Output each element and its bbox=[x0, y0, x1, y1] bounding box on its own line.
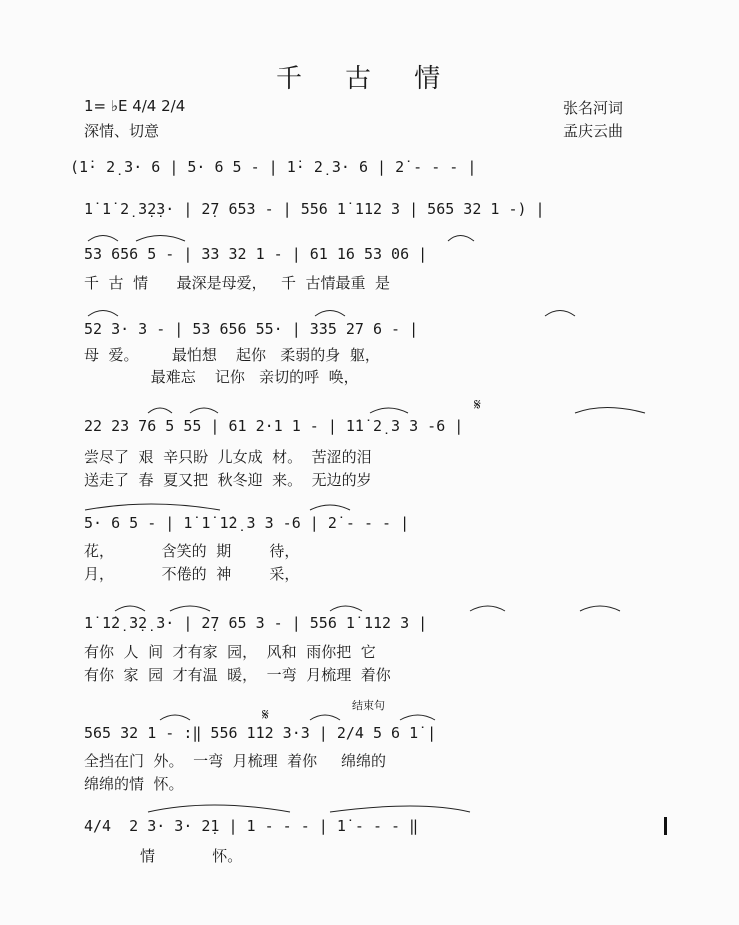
slur bbox=[190, 408, 218, 413]
notation-row: 1̇ 1̇2̣ 3̣2̣ 3· | 2̣7 65 3 - | 556 1̇ 112 3 | bbox=[84, 614, 428, 632]
slur bbox=[330, 606, 362, 611]
slur bbox=[170, 606, 210, 611]
key-time-signature: 1= ♭E 4/4 2/4 bbox=[84, 97, 186, 115]
notation-row: 4/4 2 3· 3· 2̣1 | 1 - - - | 1̇ - - - ‖ bbox=[84, 817, 419, 835]
slur bbox=[310, 505, 350, 510]
slur bbox=[330, 806, 470, 812]
slur bbox=[370, 408, 408, 413]
lyric-line: 月， 不倦的 神 采， bbox=[84, 565, 300, 583]
slur bbox=[85, 504, 220, 510]
lyric-line: 全挡在门 外。 一弯 月梳理 着你 绵绵的 bbox=[84, 752, 386, 770]
slur bbox=[545, 311, 575, 317]
slur bbox=[148, 805, 290, 812]
mood-marking: 深情、切意 bbox=[84, 122, 160, 140]
notation-row: (1̇· 2̣ 3· 6 | 5· 6 5 - | 1̇· 2̣ 3· 6 | 2̇ - - - | bbox=[70, 158, 477, 176]
slur bbox=[448, 236, 474, 242]
lyric-line: 送走了 春 夏又把 秋冬迎 来。 无边的岁 bbox=[84, 471, 372, 489]
slur bbox=[580, 606, 620, 611]
lyric-line: 情 怀。 bbox=[140, 847, 243, 865]
notation-row: 52 3· 3 - | 53 656 55· | 335 27 6 - | bbox=[84, 320, 419, 338]
slur bbox=[88, 236, 118, 242]
slur bbox=[88, 311, 118, 317]
lyric-line: 绵绵的情 怀。 bbox=[84, 775, 184, 793]
slur bbox=[400, 715, 435, 720]
notation-row: 22 23 76 5 55 | 61 2·1 1 - | 1̇1̇ 2̣ 3 3 -6 | bbox=[84, 417, 464, 435]
slur bbox=[470, 606, 505, 611]
lyric-line: 花， 含笑的 期 待， bbox=[84, 542, 300, 560]
notation-row: 53 656 5 - | 33 32 1 - | 61 16 53 06 | bbox=[84, 245, 428, 263]
lyric-line: 千 古 情 最深是母爱， 千 古情最重 是 bbox=[84, 274, 391, 292]
ending-annotation: 结束句 bbox=[352, 699, 385, 712]
notation-row: 1̇ 1̇ 2̣ 3̣2̣3· | 2̣7 653 - | 556 1̇ 112 3 | 565 32 1 -) | bbox=[84, 200, 545, 218]
composer: 孟庆云曲 bbox=[563, 122, 624, 140]
slur bbox=[160, 715, 190, 720]
final-barline bbox=[664, 817, 667, 835]
segno-sign: 𝄋 bbox=[474, 395, 481, 414]
lyric-line: 有你 人 间 才有家 园， 风和 雨你把 它 bbox=[84, 643, 376, 661]
lyric-line: 尝尽了 艰 辛只盼 儿女成 材。 苦涩的泪 bbox=[84, 448, 372, 466]
slur bbox=[310, 715, 340, 720]
lyricist: 张名河词 bbox=[563, 99, 624, 117]
slur bbox=[136, 236, 185, 242]
notation-row: 565 32 1 - :‖ 556 1̇12 3·3 | 2/4 5 6 1̇ | bbox=[84, 724, 437, 742]
song-title: 千 古 情 bbox=[276, 64, 443, 94]
lyric-line: 母 爱。 最怕想 起你 柔弱的身 躯， bbox=[84, 346, 380, 364]
segno-sign: 𝄋 bbox=[262, 705, 269, 724]
slur bbox=[315, 311, 345, 317]
lyric-line: 最难忘 记你 亲切的呼 唤， bbox=[84, 368, 359, 386]
lyric-line: 有你 家 园 才有温 暖， 一弯 月梳理 着你 bbox=[84, 666, 391, 684]
slur bbox=[148, 408, 172, 413]
slur bbox=[575, 408, 645, 414]
notation-row: 5· 6 5 - | 1̇ 1̇ 1̇2̣ 3 3 -6 | 2̇ - - - | bbox=[84, 514, 410, 532]
slur bbox=[115, 606, 145, 611]
